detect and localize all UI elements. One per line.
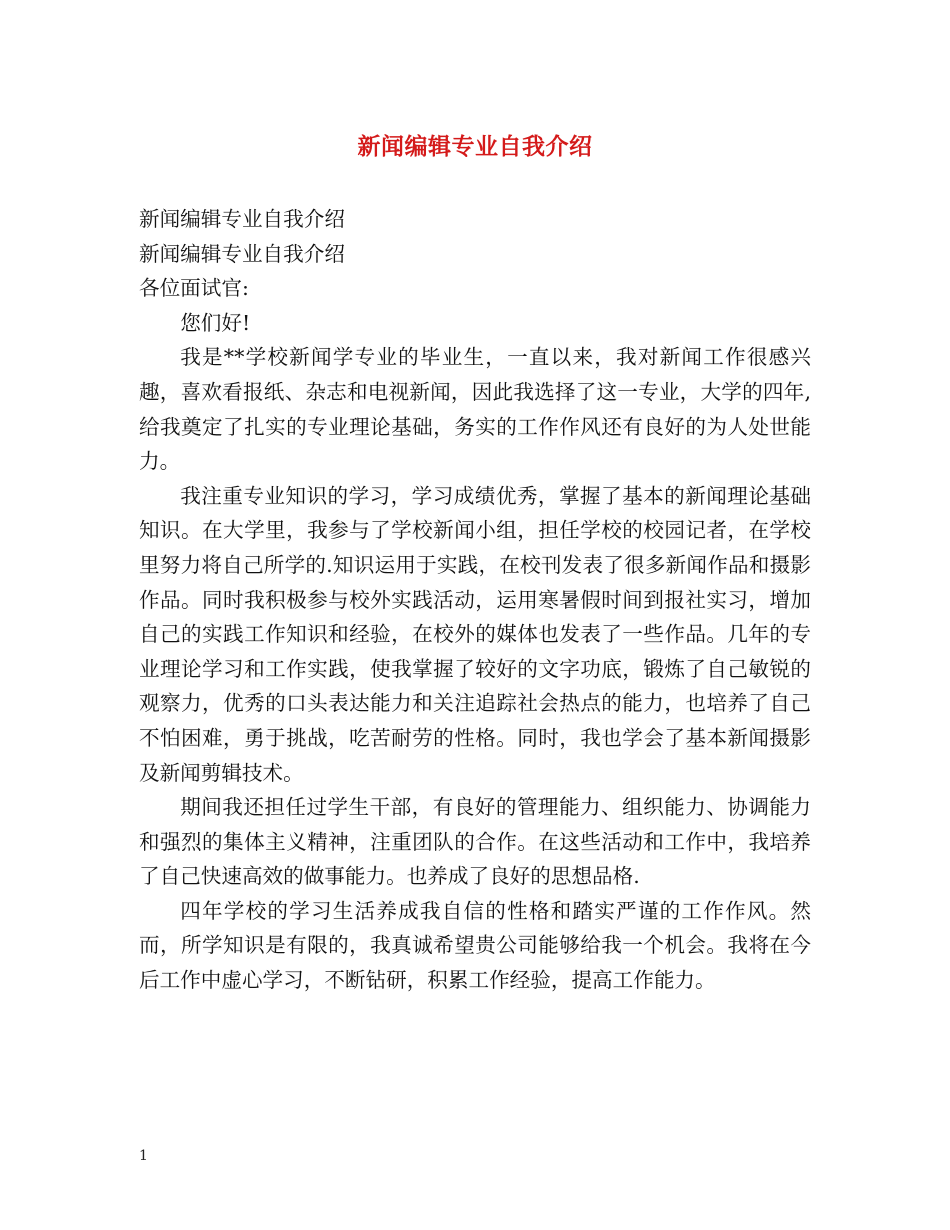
document-body bbox=[139, 202, 811, 998]
salutation: 各位面试官: bbox=[139, 276, 249, 301]
paragraph-intro: 我是**学校新闻学专业的毕业生，一直以来，我对新闻工作很感兴趣，喜欢看报纸、杂志和电视新闻，因此我选择了这一专业，大学的四年,给我奠定了扎实的专业理论基础，务实的工作作风还有良好的为人处世能力。 bbox=[139, 345, 811, 474]
paragraph-closing: 四年学校的学习生活养成我自信的性格和踏实严谨的工作作风。然而，所学知识是有限的，我真诚希望贵公司能够给我一个机会。我将在今后工作中虚心学习，不断钻研，积累工作经验，提高工作能力。 bbox=[139, 898, 811, 993]
greeting: 您们好! bbox=[180, 310, 251, 335]
page-number: 1 bbox=[139, 1148, 148, 1164]
paragraph-leadership: 期间我还担任过学生干部，有良好的管理能力、组织能力、协调能力和强烈的集体主义精神，注重团队的合作。在这些活动和工作中，我培养了自己快速高效的做事能力。也养成了良好的思想品格. bbox=[139, 795, 811, 889]
document-title: 新闻编辑专业自我介绍 bbox=[357, 133, 593, 160]
heading-line-1: 新闻编辑专业自我介绍 bbox=[139, 207, 345, 231]
heading-line-2: 新闻编辑专业自我介绍 bbox=[139, 241, 345, 266]
paragraph-study: 我注重专业知识的学习，学习成绩优秀，掌握了基本的新闻理论基础知识。在大学里，我参与了学校新闻小组，担任学校的校园记者，在学校里努力将自己所学的.知识运用于实践，在校刊发表了很多新闻作品和摄影作品。同时我积极参与校外实践活动，运用寒暑假时间到报社实习，增加自己的实践工作知识和经验，在校外的媒体也发表了一些作品。几年的专业理论学习和工作实践，使我掌握了较好的文字功底，锻炼了自己敏锐的观察力，优秀的口头表达能力和关注追踪社会热点的能力，也培养了自己不怕困难，勇于挑战，吃苦耐劳的性格。同时，我也学会了基本新闻摄影及新闻剪辑技术。 bbox=[139, 483, 811, 785]
